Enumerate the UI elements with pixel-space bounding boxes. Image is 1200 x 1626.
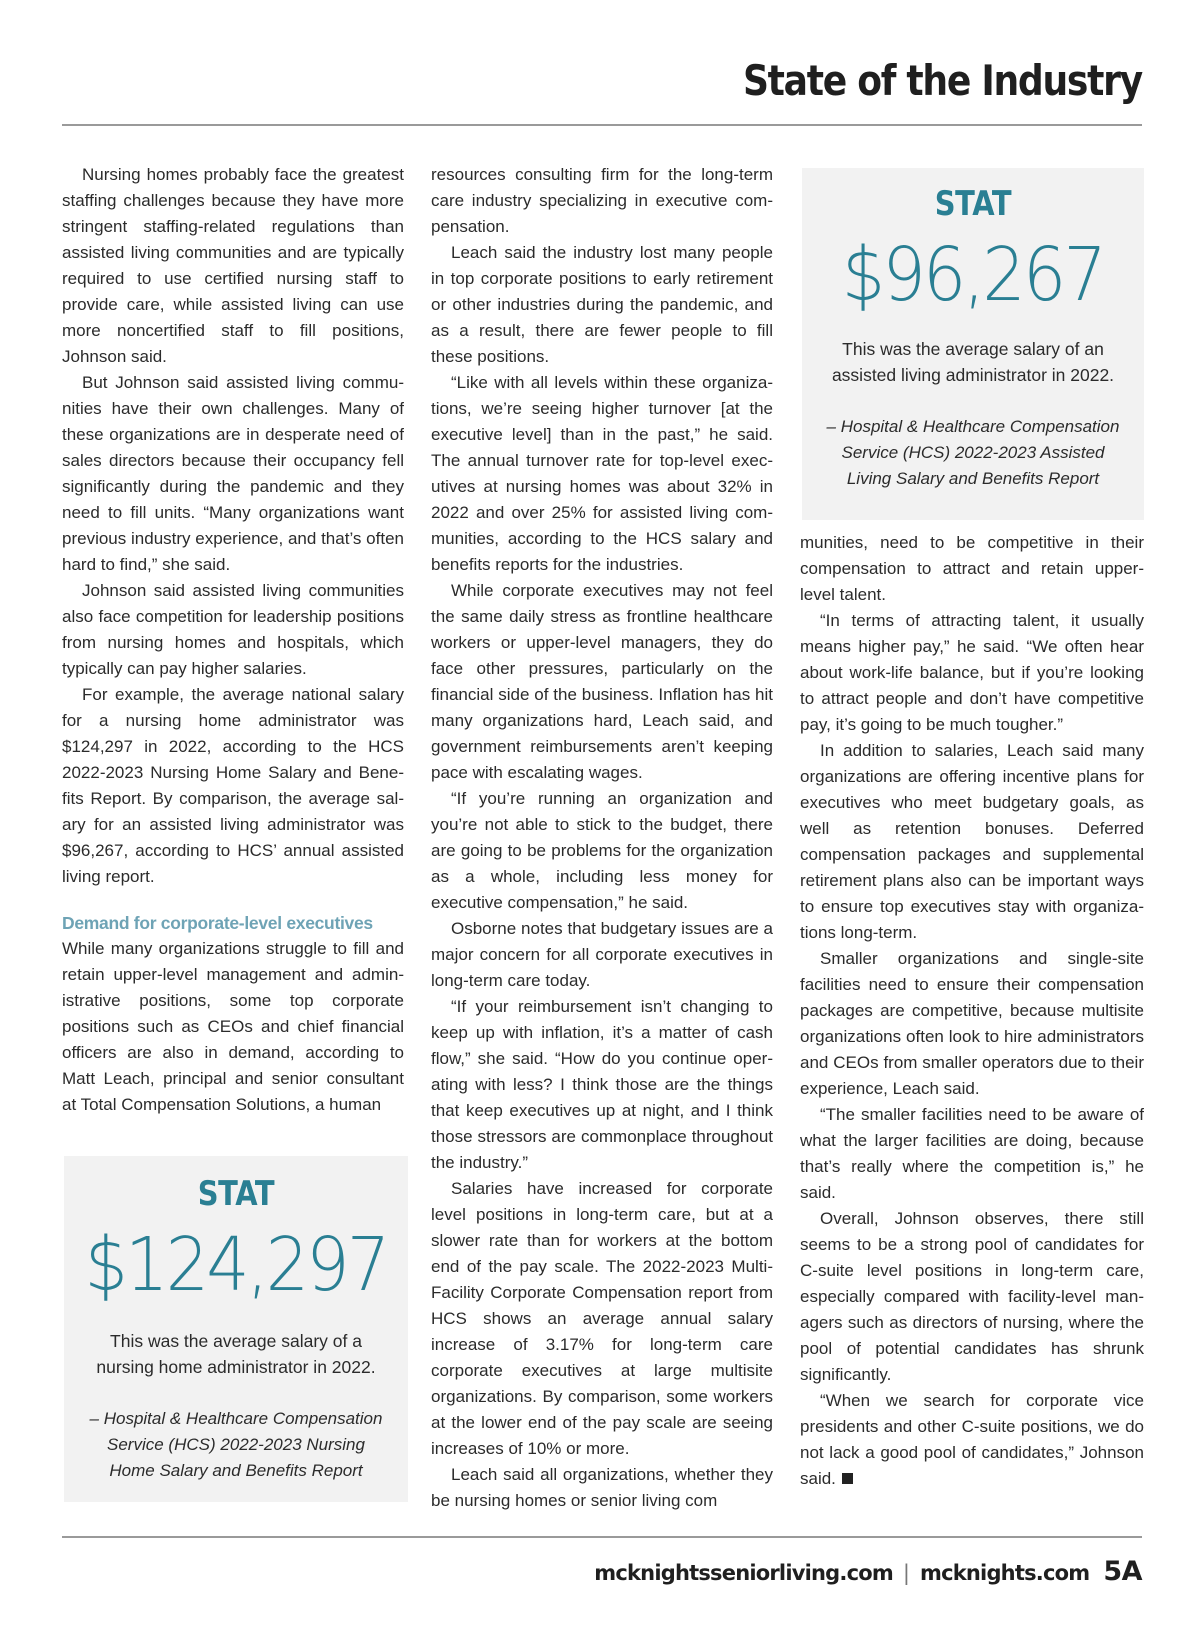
stat-value: $124,297: [84, 1222, 388, 1308]
stat-box-nursing-home: [64, 1156, 408, 1502]
paragraph: Osborne notes that budgetary issues are a major concern for all corporate executives in long-term care today.: [431, 919, 773, 990]
paragraph: munities, need to be competitive in their compensation to attract and retain upper-level talent.: [800, 533, 1144, 604]
header-rule: [62, 124, 1142, 126]
article-column-3: [800, 530, 1144, 1492]
paragraph: For example, the average national salary for a nursing home administrator was $124,297 in 2022, according to the HCS 2022-2023 Nursing Home Salary and Benefits Report. By comparison, the average salary for an assisted living administrator was $96,267, according to HCS’ annual assisted living report.: [62, 685, 404, 886]
stat-label: STAT: [197, 1174, 275, 1214]
paragraph: Nursing homes probably face the greatest staffing challenges because they have more stringent staffing-related regulations than assisted living communities and are typically required to use certified nursing staff to provide care, while assisted living can use more noncertified staff to fill positions, Johnson said.: [62, 165, 404, 366]
paragraph: Johnson said assisted living communities also face competition for leadership positions from nursing homes and hospitals, which typically can pay higher salaries.: [62, 581, 404, 678]
paragraph: Leach said the industry lost many people in top corporate positions to early retirement or other industries during the pandemic, and as a result, there are fewer people to fill these positions.: [431, 243, 773, 366]
end-of-article-icon: [842, 1473, 853, 1484]
stat-label: STAT: [934, 184, 1012, 224]
paragraph: Overall, Johnson observes, there still seems to be a strong pool of candidates for C-suite level positions in long-term care, especially compared with facility-level managers such as directors of nursing, where the pool of potential candidates has shrunk significantly.: [800, 1209, 1144, 1384]
paragraph: “If you’re running an organization and you’re not able to stick to the budget, there are going to be problems for the organization as a whole, including less money for executive compensation,” he said.: [431, 789, 773, 912]
paragraph: “The smaller facilities need to be aware of what the larger facilities are doing, because that’s really where the competition is,” he said.: [800, 1105, 1144, 1202]
paragraph-final: [800, 1388, 1144, 1492]
footer-separator: |: [902, 1561, 910, 1585]
footer-rule: [62, 1536, 1142, 1538]
paragraph: Salaries have increased for corporate level positions in long-term care, but at a slower rate than for workers at the bottom end of the pay scale. The 2022-2023 Multi-Facility Corporate Compensation report from HCS shows an average annual salary increase of 3.17% for long-term care corporate executives at large multisite organizations. By comparison, some workers at the lower end of the pay scale are seeing increases of 10% or more.: [431, 1179, 773, 1458]
paragraph-text: “When we search for corporate vice presidents and other C-suite positions, we do not lack a good pool of candidates,” Johnson said.: [800, 1391, 1144, 1488]
footer-site-link[interactable]: mcknightsseniorliving.com: [594, 1561, 893, 1585]
paragraph: While corporate executives may not feel the same daily stress as frontline healthcare workers or upper-level managers, they do face other pressures, particularly on the financial side of the business. Inflation has hit many organizations hard, Leach said, and government reimbursements aren’t keeping pace with escalating wages.: [431, 581, 773, 782]
stat-source: – Hospital & Healthcare Compensation Service (HCS) 2022-2023 Nursing Home Salary and Benefits Report: [89, 1409, 383, 1480]
paragraph: Leach said all organizations, whether they be nursing homes or senior living com: [431, 1465, 773, 1510]
stat-source: – Hospital & Healthcare Compensation Service (HCS) 2022-2023 Assisted Living Salary and Benefits Report: [826, 417, 1120, 488]
stat-description: This was the average salary of an assisted living administrator in 2022.: [831, 339, 1115, 385]
article-column-2: [431, 162, 773, 1514]
subheading: Demand for corporate-level executives: [62, 913, 373, 933]
stat-description: This was the average salary of a nursing home administrator in 2022.: [96, 1331, 376, 1377]
paragraph: resources consulting firm for the long-term care industry specializing in executive compensation.: [431, 165, 773, 236]
section-title: State of the Industry: [743, 56, 1142, 105]
paragraph: But Johnson said assisted living communities have their own challenges. Many of these organizations are in desperate need of sales directors because their occupancy fell significantly during the pandemic and they need to fill units. “Many organizations want previous industry experience, and that’s often hard to find,” she said.: [62, 373, 404, 574]
paragraph: While many organizations struggle to fill and retain upper-level management and administrative positions, some top corporate positions such as CEOs and chief financial officers are also in demand, according to Matt Leach, principal and senior consultant at Total Compensation Solutions, a human: [62, 939, 404, 1114]
article-column-1: [62, 162, 404, 1118]
paragraph: “In terms of attracting talent, it usually means higher pay,” he said. “We often hear about work-life balance, but if you’re looking to attract people and don’t have competitive pay, it’s going to be much tougher.”: [800, 611, 1144, 734]
paragraph: “If your reimbursement isn’t changing to keep up with inflation, it’s a matter of cash flow,” she said. “How do you continue operating with less? I think those are the things that keep executives up at night, and I think those stressors are commonplace throughout the industry.”: [431, 997, 773, 1172]
footer-site-link[interactable]: mcknights.com: [920, 1561, 1090, 1585]
page-footer: [594, 1556, 1142, 1587]
stat-box-assisted-living: [802, 168, 1144, 520]
paragraph: Smaller organizations and single-site facilities need to ensure their compensation packages are competitive, because multisite organizations often look to hire administrators and CEOs from smaller operators due to their experience, Leach said.: [800, 949, 1144, 1098]
page-number: 5A: [1103, 1556, 1142, 1587]
paragraph: In addition to salaries, Leach said many organizations are offering incentive plans for executives who meet budgetary goals, as well as retention bonuses. Deferred compensation packages and supplemental retirement plans also can be important ways to ensure top executives stay with organizations long-term.: [800, 741, 1144, 942]
paragraph: “Like with all levels within these organizations, we’re seeing higher turnover [at the executive level] than in the past,” he said. The annual turnover rate for top-level executives at nursing homes was about 32% in 2022 and over 25% for assisted living communities, according to the HCS salary and benefits reports for the industries.: [431, 373, 773, 574]
stat-value: $96,267: [841, 232, 1105, 318]
